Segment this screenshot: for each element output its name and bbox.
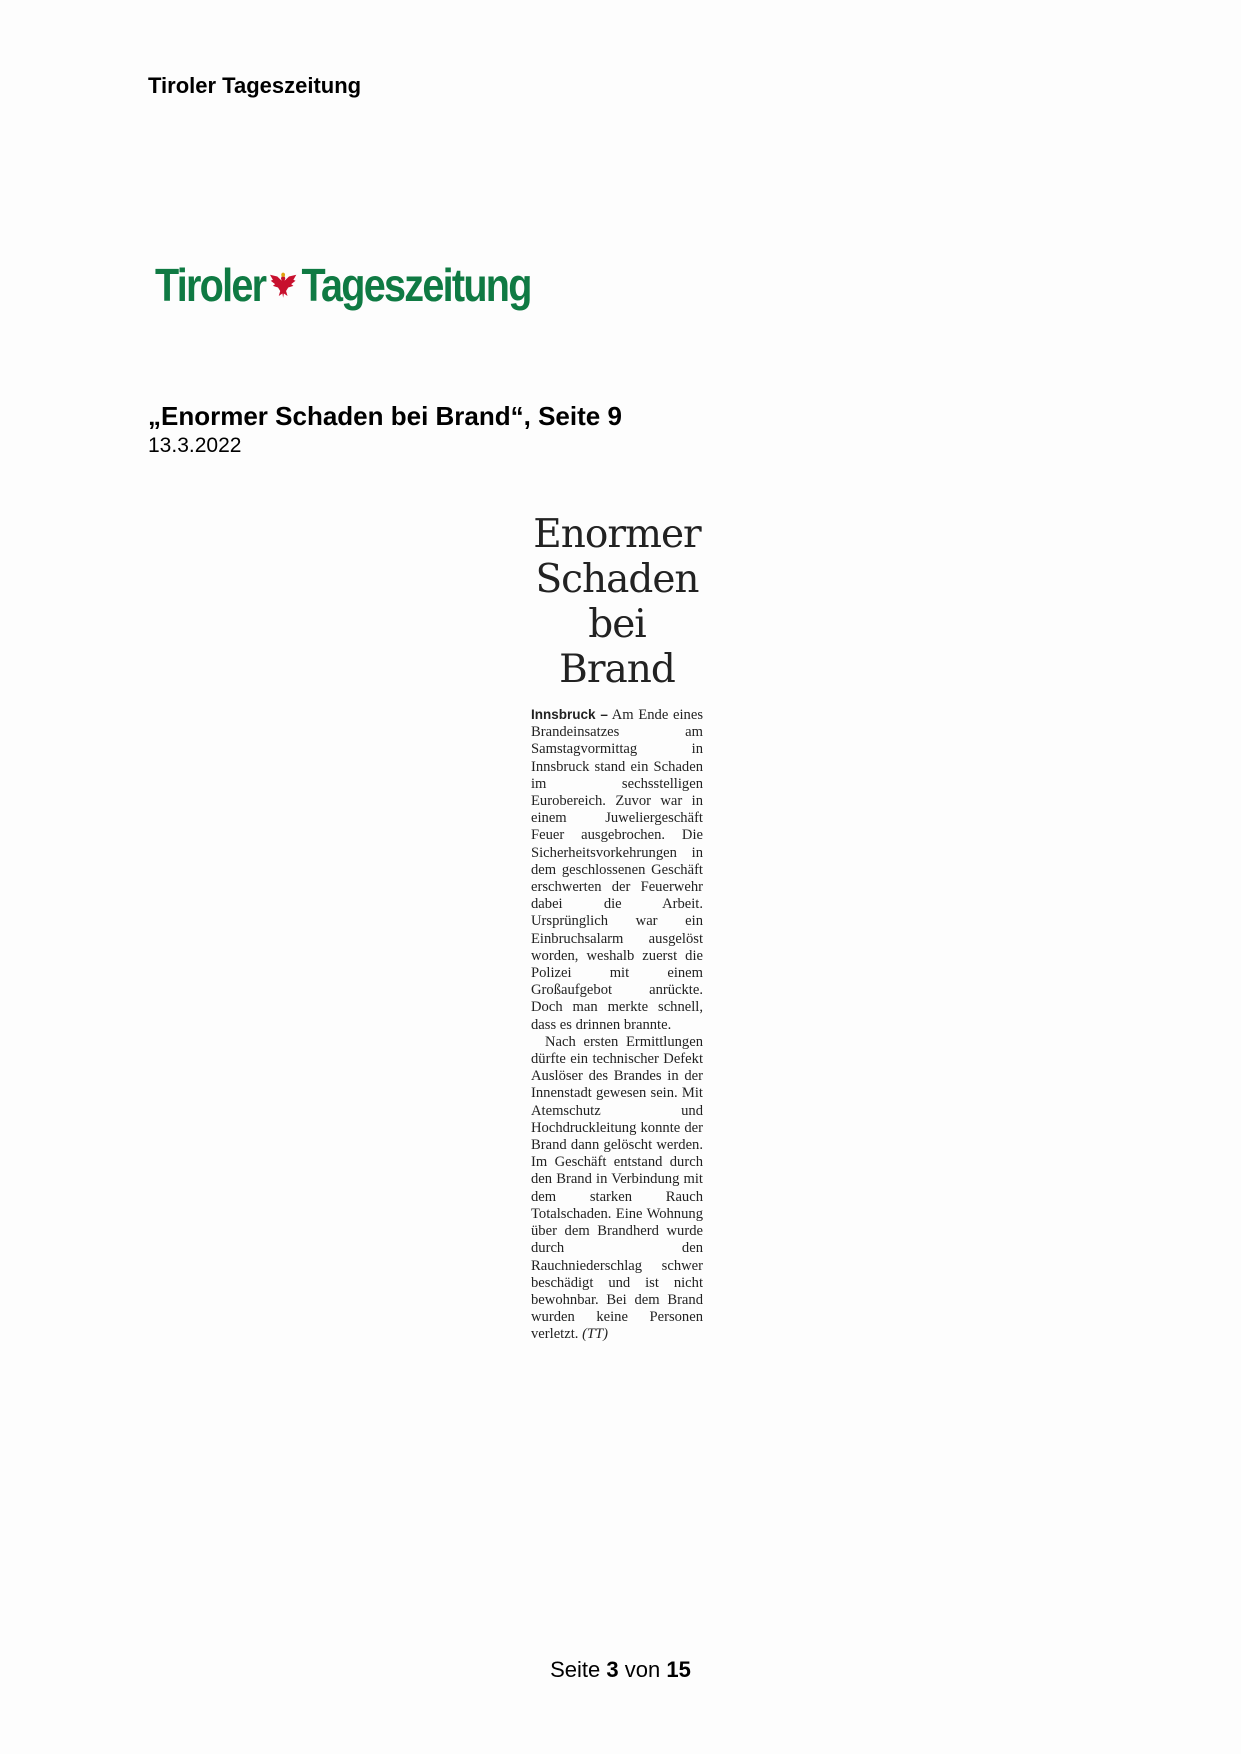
clipping-paragraph xyxy=(531,706,703,1034)
clipping-body xyxy=(531,706,703,1344)
footer-prefix: Seite xyxy=(550,1657,601,1682)
publication-name: Tiroler Tageszeitung xyxy=(148,73,362,98)
newspaper-logo xyxy=(155,259,531,311)
logo-text-left: Tiroler xyxy=(155,259,266,311)
clipping-paragraph xyxy=(531,1034,703,1344)
headline-line: Enormer xyxy=(533,512,701,557)
logo-text-right: Tageszeitung xyxy=(301,259,531,311)
footer-middle: von xyxy=(624,1657,661,1682)
author-credit: (TT) xyxy=(582,1326,609,1343)
paragraph-text: Nach ersten Ermittlungen dürfte ein technischer Defekt Auslöser des Brandes in der Innenstadt gewesen sein. Mit Atemschutz und Hochdruckleitung konnte der Brand dann gelöscht werden. Im Geschäft entstand durch den Brand in Verbindung mit dem starken Rauch Totalschaden. Eine Wohnung über dem Brandherd wurde durch den Rauchniederschlag schwer beschädigt und ist nicht bewohnbar. Bei dem Brand wurden keine Personen verletzt. xyxy=(531,1033,703,1343)
headline-line: bei Brand xyxy=(559,602,675,692)
total-page-count: 15 xyxy=(666,1657,691,1682)
paragraph-text: Am Ende eines Brandeinsatzes am Samstagvormittag in Innsbruck stand ein Schaden im sechsstelligen Eurobereich. Zuvor war in einem Juweliergeschäft Feuer ausgebrochen. Die Sicherheitsvorkehrungen in dem geschlossenen Geschäft erschwerten der Feuerwehr dabei die Arbeit. Ursprünglich war ein Einbruchsalarm ausgelöst worden, weshalb zuerst die Polizei mit einem Großaufgebot anrückte. Doch man merkte schnell, dass es drinnen brannte. xyxy=(531,707,703,1033)
newspaper-clipping xyxy=(531,512,703,1344)
headline-line: Schaden xyxy=(535,557,699,602)
article-title: „Enormer Schaden bei Brand“, Seite 9 xyxy=(148,401,622,431)
dateline: Innsbruck – xyxy=(531,707,608,722)
page-footer xyxy=(0,1657,1241,1683)
current-page-number: 3 xyxy=(606,1657,619,1682)
tyrolean-eagle-icon xyxy=(269,268,298,302)
clipping-headline xyxy=(531,512,703,692)
article-date: 13.3.2022 xyxy=(148,434,242,457)
